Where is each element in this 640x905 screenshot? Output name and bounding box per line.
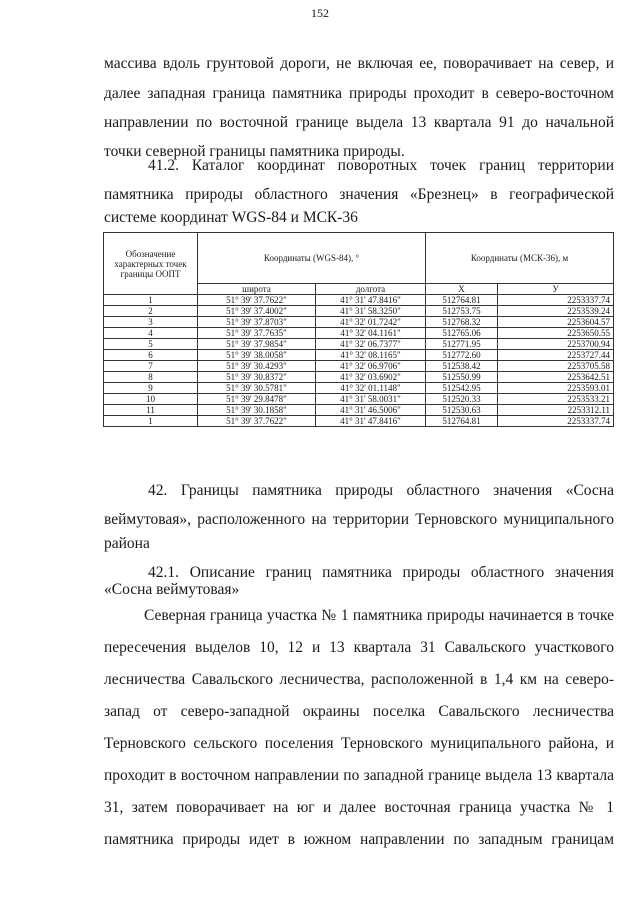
x-cell: 512765.06	[426, 328, 498, 339]
x-cell: 512520.33	[426, 394, 498, 405]
latitude-cell: 51° 39' 37.4002"	[198, 306, 316, 317]
section-heading-42: веймутовая», расположенного на территории Терновского муниципального	[104, 511, 614, 528]
longitude-cell: 41° 31' 47.8416"	[316, 295, 426, 306]
paragraph-line: точки северной границы памятника природы.	[104, 143, 405, 160]
longitude-cell: 41° 31' 58.3250"	[316, 306, 426, 317]
table-row	[104, 328, 614, 339]
table-row	[104, 372, 614, 383]
point-number: 4	[104, 328, 198, 339]
page-number: 152	[311, 6, 329, 20]
section-heading-42: 42. Границы памятника природы областного значения «Сосна	[148, 482, 614, 499]
y-cell: 2253700.94	[498, 339, 614, 350]
paragraph-line: 31, затем поворачивает на юг и далее восточная граница участка № 1	[104, 799, 614, 816]
y-cell: 2253539.24	[498, 306, 614, 317]
longitude-cell: 41° 32' 08.1165"	[316, 350, 426, 361]
header-longitude: долгота	[316, 284, 426, 295]
header-y: У	[498, 284, 614, 295]
section-heading-42-1: «Сосна веймутовая»	[104, 581, 240, 598]
latitude-cell: 51° 39' 37.7622"	[198, 295, 316, 306]
paragraph-line: направлении по восточной границе выдела 13 квартала 91 до начальной	[104, 114, 614, 131]
y-cell: 2253337.74	[498, 416, 614, 427]
latitude-cell: 51° 39' 30.1858"	[198, 405, 316, 416]
table-row	[104, 383, 614, 394]
table-row	[104, 317, 614, 328]
table-row	[104, 339, 614, 350]
header-latitude: широта	[198, 284, 316, 295]
paragraph-line: пересечения выделов 10, 12 и 13 квартала 31 Савальского участкового	[104, 639, 614, 656]
table-row	[104, 361, 614, 372]
x-cell: 512771.95	[426, 339, 498, 350]
longitude-cell: 41° 32' 06.7377"	[316, 339, 426, 350]
paragraph-line: лесничества Савальского лесничества, расположенной в 1,4 км на северо-	[104, 671, 614, 688]
section-heading-41-2: памятника природы областного значения «Брезнец» в географической	[104, 186, 614, 203]
paragraph-line: Терновского сельского поселения Терновского муниципального района, и	[104, 735, 614, 752]
header-wgs84: Координаты (WGS-84), °	[198, 233, 426, 284]
longitude-cell: 41° 31' 46.5006"	[316, 405, 426, 416]
y-cell: 2253650.55	[498, 328, 614, 339]
latitude-cell: 51° 39' 29.8478"	[198, 394, 316, 405]
longitude-cell: 41° 32' 06.9706"	[316, 361, 426, 372]
section-heading-41-2: 41.2. Каталог координат поворотных точек границ территории	[148, 157, 614, 174]
longitude-cell: 41° 32' 04.1161"	[316, 328, 426, 339]
point-number: 8	[104, 372, 198, 383]
latitude-cell: 51° 39' 30.4293"	[198, 361, 316, 372]
x-cell: 512764.81	[426, 416, 498, 427]
y-cell: 2253705.58	[498, 361, 614, 372]
paragraph-line: проходит в восточном направлении по западной границе выдела 13 квартала	[104, 767, 614, 784]
x-cell: 512530.63	[426, 405, 498, 416]
point-number: 11	[104, 405, 198, 416]
paragraph-line: памятника природы идет в южном направлении по западным границам	[104, 831, 614, 848]
y-cell: 2253604.57	[498, 317, 614, 328]
header-msk36: Координаты (МСК-36), м	[426, 233, 614, 284]
point-number: 7	[104, 361, 198, 372]
table-row	[104, 405, 614, 416]
point-number: 1	[104, 295, 198, 306]
point-number: 10	[104, 394, 198, 405]
point-number: 1	[104, 416, 198, 427]
paragraph-line: запад от северо-западной окраины поселка Савальского лесничества	[104, 703, 614, 720]
point-number: 3	[104, 317, 198, 328]
latitude-cell: 51° 39' 30.5781"	[198, 383, 316, 394]
x-cell: 512772.60	[426, 350, 498, 361]
y-cell: 2253533.21	[498, 394, 614, 405]
x-cell: 512768.32	[426, 317, 498, 328]
table-row	[104, 350, 614, 361]
x-cell: 512753.75	[426, 306, 498, 317]
x-cell: 512764.81	[426, 295, 498, 306]
table-row	[104, 416, 614, 427]
latitude-cell: 51° 39' 30.8372"	[198, 372, 316, 383]
longitude-cell: 41° 32' 01.1148"	[316, 383, 426, 394]
coordinates-table	[103, 232, 614, 427]
section-heading-41-2: системе координат WGS-84 и МСК-36	[104, 209, 358, 226]
latitude-cell: 51° 39' 38.0058"	[198, 350, 316, 361]
y-cell: 2253337.74	[498, 295, 614, 306]
x-cell: 512538.42	[426, 361, 498, 372]
latitude-cell: 51° 39' 37.9854"	[198, 339, 316, 350]
x-cell: 512550.99	[426, 372, 498, 383]
table-row	[104, 394, 614, 405]
latitude-cell: 51° 39' 37.8703"	[198, 317, 316, 328]
point-number: 6	[104, 350, 198, 361]
point-number: 2	[104, 306, 198, 317]
section-heading-42-1: 42.1. Описание границ памятника природы областного значения	[148, 564, 614, 581]
point-number: 5	[104, 339, 198, 350]
longitude-cell: 41° 32' 03.6902"	[316, 372, 426, 383]
y-cell: 2253642.51	[498, 372, 614, 383]
table-row	[104, 306, 614, 317]
point-number: 9	[104, 383, 198, 394]
paragraph-line: массива вдоль грунтовой дороги, не включая ее, поворачивает на север, и	[104, 55, 614, 72]
latitude-cell: 51° 39' 37.7622"	[198, 416, 316, 427]
table-row	[104, 295, 614, 306]
paragraph-line: далее западная граница памятника природы проходит в северо-восточном	[104, 85, 614, 102]
table-body	[104, 295, 614, 427]
latitude-cell: 51° 39' 37.7635"	[198, 328, 316, 339]
y-cell: 2253593.01	[498, 383, 614, 394]
section-heading-42: района	[104, 535, 150, 552]
header-x: X	[426, 284, 498, 295]
longitude-cell: 41° 32' 01.7242"	[316, 317, 426, 328]
longitude-cell: 41° 31' 47.8416"	[316, 416, 426, 427]
y-cell: 2253312.11	[498, 405, 614, 416]
y-cell: 2253727.44	[498, 350, 614, 361]
paragraph-line: Северная граница участка № 1 памятника природы начинается в точке	[144, 607, 614, 624]
longitude-cell: 41° 31' 58.0031"	[316, 394, 426, 405]
x-cell: 512542.95	[426, 383, 498, 394]
header-points: Обозначение характерных точек границы ООПТ	[104, 233, 198, 295]
